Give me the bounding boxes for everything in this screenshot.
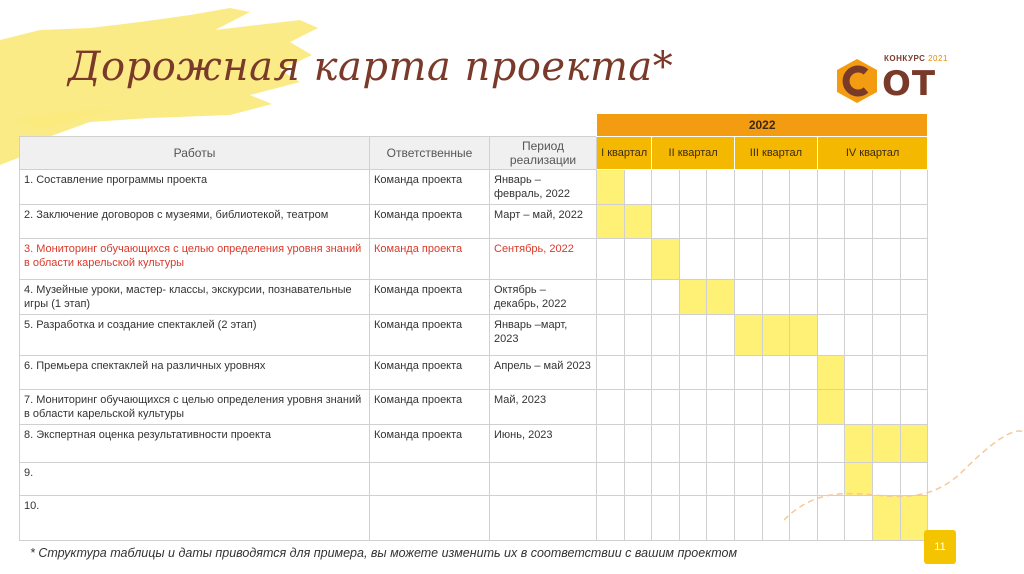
period-cell <box>490 463 597 496</box>
gantt-cell <box>652 315 680 356</box>
gantt-cell <box>597 496 625 541</box>
gantt-cell <box>735 239 763 280</box>
gantt-cell <box>790 170 818 205</box>
responsible-cell: Команда проекта <box>370 425 490 463</box>
gantt-cell <box>735 425 763 463</box>
work-cell: 8. Экспертная оценка результативности проекта <box>20 425 370 463</box>
period-cell <box>490 496 597 541</box>
gantt-cell <box>624 356 652 390</box>
quarter-header: I квартал <box>597 137 652 170</box>
gantt-cell <box>597 280 625 315</box>
table-row <box>20 170 928 205</box>
gantt-cell <box>817 315 845 356</box>
period-cell: Март – май, 2022 <box>490 205 597 239</box>
gantt-cell <box>652 280 680 315</box>
gantt-cell <box>624 239 652 280</box>
gantt-cell <box>845 356 873 390</box>
gantt-cell <box>845 170 873 205</box>
gantt-cell <box>872 205 900 239</box>
gantt-cell-active <box>679 280 707 315</box>
gantt-cell <box>735 463 763 496</box>
gantt-cell <box>845 280 873 315</box>
gantt-cell <box>707 239 735 280</box>
gantt-cell <box>872 356 900 390</box>
gantt-cell <box>624 390 652 425</box>
work-cell: 1. Составление программы проекта <box>20 170 370 205</box>
gantt-cell <box>597 315 625 356</box>
gantt-cell <box>707 425 735 463</box>
gantt-cell <box>707 390 735 425</box>
responsible-cell: Команда проекта <box>370 170 490 205</box>
gantt-cell <box>790 205 818 239</box>
decorative-swirl <box>784 420 1024 540</box>
work-cell: 2. Заключение договоров с музеями, библиотекой, театром <box>20 205 370 239</box>
year-header: 2022 <box>597 114 928 137</box>
contest-logo <box>832 48 962 108</box>
gantt-cell <box>817 205 845 239</box>
gantt-cell-active <box>624 205 652 239</box>
responsible-cell: Команда проекта <box>370 205 490 239</box>
gantt-cell <box>872 315 900 356</box>
gantt-cell <box>900 239 928 280</box>
logo-hexagon-icon <box>832 56 882 106</box>
gantt-cell <box>707 315 735 356</box>
table-row <box>20 205 928 239</box>
gantt-cell <box>817 280 845 315</box>
gantt-cell <box>845 239 873 280</box>
period-cell: Июнь, 2023 <box>490 425 597 463</box>
gantt-cell <box>762 239 790 280</box>
gantt-cell <box>900 170 928 205</box>
gantt-cell <box>900 356 928 390</box>
gantt-cell <box>900 315 928 356</box>
gantt-cell-active <box>707 280 735 315</box>
gantt-cell <box>679 463 707 496</box>
gantt-cell <box>679 356 707 390</box>
gantt-cell <box>597 463 625 496</box>
gantt-cell <box>624 463 652 496</box>
work-cell: 4. Музейные уроки, мастер- классы, экскурсии, познавательные игры (1 этап) <box>20 280 370 315</box>
gantt-cell <box>872 280 900 315</box>
gantt-cell <box>762 356 790 390</box>
period-header: Период реализации <box>490 137 597 170</box>
table-row <box>20 239 928 280</box>
gantt-cell <box>597 390 625 425</box>
gantt-cell <box>652 496 680 541</box>
gantt-cell <box>872 170 900 205</box>
works-header: Работы <box>20 137 370 170</box>
period-cell: Май, 2023 <box>490 390 597 425</box>
gantt-cell-active <box>790 315 818 356</box>
gantt-cell <box>735 170 763 205</box>
gantt-cell <box>900 280 928 315</box>
gantt-cell <box>735 280 763 315</box>
quarter-header: III квартал <box>735 137 818 170</box>
responsible-cell: Команда проекта <box>370 390 490 425</box>
responsible-header: Ответственные <box>370 137 490 170</box>
work-cell: 7. Мониторинг обучающихся с целью определения уровня знаний в области карельской культуры <box>20 390 370 425</box>
gantt-cell <box>845 205 873 239</box>
quarter-header: II квартал <box>652 137 735 170</box>
table-row <box>20 280 928 315</box>
period-cell: Январь –март, 2023 <box>490 315 597 356</box>
gantt-cell <box>652 356 680 390</box>
responsible-cell <box>370 463 490 496</box>
gantt-cell <box>624 170 652 205</box>
gantt-cell <box>762 170 790 205</box>
logo-word: ОТ <box>882 64 937 104</box>
gantt-cell <box>624 425 652 463</box>
work-cell: 9. <box>20 463 370 496</box>
quarter-header: IV квартал <box>817 137 928 170</box>
gantt-cell <box>707 170 735 205</box>
gantt-cell-active <box>597 170 625 205</box>
period-cell: Октябрь – декабрь, 2022 <box>490 280 597 315</box>
table-row <box>20 315 928 356</box>
gantt-cell <box>652 170 680 205</box>
work-cell: 3. Мониторинг обучающихся с целью определения уровня знаний в области карельской культуры <box>20 239 370 280</box>
gantt-cell <box>652 425 680 463</box>
gantt-cell <box>872 239 900 280</box>
work-cell: 10. <box>20 496 370 541</box>
gantt-cell <box>735 390 763 425</box>
gantt-cell <box>597 356 625 390</box>
gantt-cell <box>735 356 763 390</box>
gantt-cell <box>762 280 790 315</box>
gantt-cell <box>679 425 707 463</box>
gantt-cell <box>790 280 818 315</box>
period-cell: Апрель – май 2023 <box>490 356 597 390</box>
period-cell: Сентябрь, 2022 <box>490 239 597 280</box>
gantt-cell <box>652 390 680 425</box>
gantt-cell <box>624 280 652 315</box>
gantt-cell <box>707 356 735 390</box>
gantt-cell <box>679 390 707 425</box>
responsible-cell: Команда проекта <box>370 239 490 280</box>
work-cell: 6. Премьера спектаклей на различных уровнях <box>20 356 370 390</box>
gantt-cell <box>707 496 735 541</box>
page-title: Дорожная карта проекта* <box>68 44 674 90</box>
gantt-cell <box>597 239 625 280</box>
gantt-cell-active <box>817 356 845 390</box>
gantt-cell <box>652 205 680 239</box>
gantt-cell <box>790 239 818 280</box>
responsible-cell: Команда проекта <box>370 315 490 356</box>
gantt-cell <box>679 496 707 541</box>
gantt-cell <box>679 205 707 239</box>
responsible-cell <box>370 496 490 541</box>
gantt-cell-active <box>735 315 763 356</box>
gantt-cell <box>817 170 845 205</box>
gantt-cell <box>624 315 652 356</box>
gantt-cell <box>790 356 818 390</box>
gantt-cell-active <box>652 239 680 280</box>
gantt-cell <box>652 463 680 496</box>
gantt-cell <box>845 315 873 356</box>
gantt-cell <box>762 205 790 239</box>
table-row <box>20 356 928 390</box>
responsible-cell: Команда проекта <box>370 280 490 315</box>
logo-contest-label: КОНКУРС 2021 <box>884 54 948 63</box>
gantt-cell <box>735 496 763 541</box>
gantt-cell <box>597 425 625 463</box>
gantt-cell <box>624 496 652 541</box>
work-cell: 5. Разработка и создание спектаклей (2 этап) <box>20 315 370 356</box>
period-cell: Январь – февраль, 2022 <box>490 170 597 205</box>
gantt-cell <box>900 205 928 239</box>
gantt-cell <box>679 239 707 280</box>
gantt-cell <box>707 463 735 496</box>
gantt-cell <box>707 205 735 239</box>
responsible-cell: Команда проекта <box>370 356 490 390</box>
footnote: * Структура таблицы и даты приводятся для примера, вы можете изменить их в соответствии с вашим проектом <box>30 546 738 560</box>
page-number: 11 <box>924 530 956 564</box>
gantt-cell <box>735 205 763 239</box>
gantt-cell <box>679 315 707 356</box>
gantt-cell <box>817 239 845 280</box>
gantt-cell-active <box>762 315 790 356</box>
gantt-cell-active <box>597 205 625 239</box>
gantt-cell <box>679 170 707 205</box>
